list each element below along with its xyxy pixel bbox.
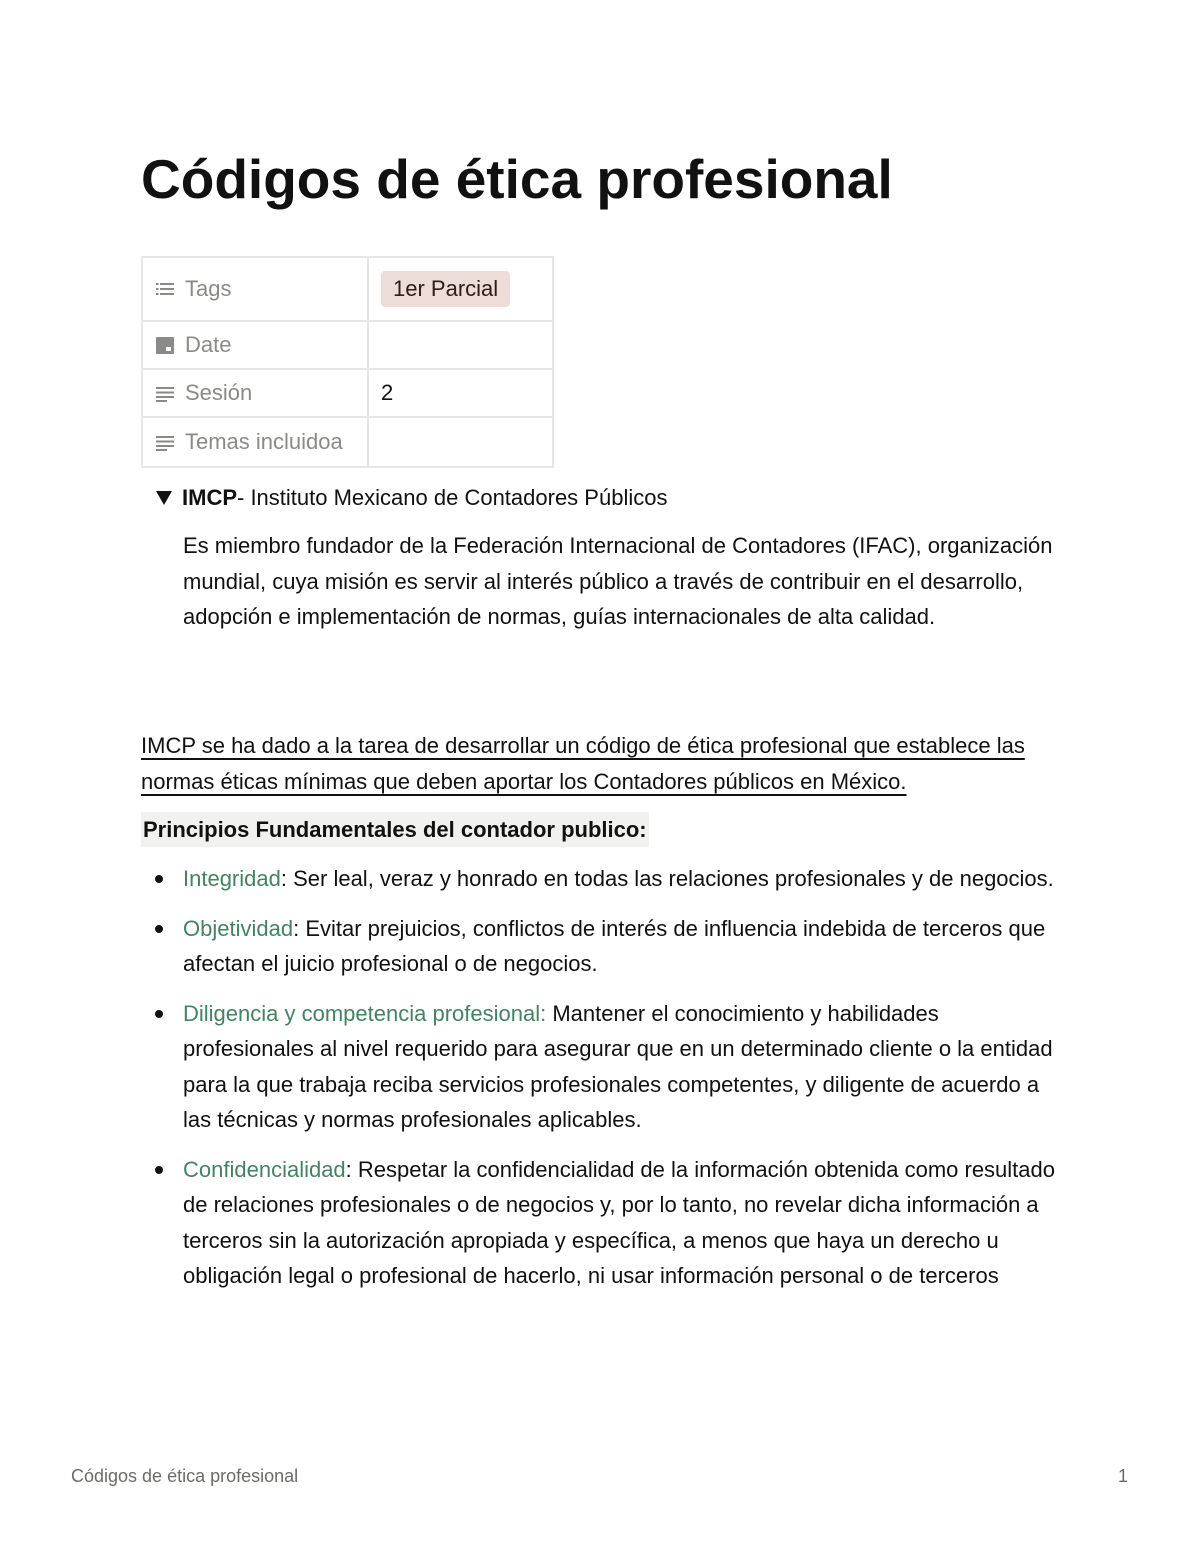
toggle-block-imcp[interactable] — [156, 483, 667, 513]
principles-list — [183, 861, 1068, 1308]
principle-separator: : — [345, 1156, 352, 1182]
page-title: Códigos de ética profesional — [141, 148, 893, 210]
footer-title: Códigos de ética profesional — [71, 1466, 299, 1486]
principle-term: Diligencia y competencia profesional: — [183, 1000, 547, 1026]
property-row-sesion — [142, 369, 553, 417]
tag-badge[interactable]: 1er Parcial — [381, 271, 510, 307]
principle-text: Mantener el conocimiento y habilidades profesionales al nivel requerido para asegurar que en un determinado cliente o la entidad para la que trabaja reciba servicios profesionales competentes, y diligente de acuerdo a las técnicas y normas profesionales aplicables. — [183, 1000, 1053, 1132]
property-row-date — [142, 321, 553, 369]
property-label: Date — [185, 332, 232, 357]
bullet-icon — [155, 1166, 163, 1174]
property-value-temas[interactable] — [368, 417, 553, 467]
toggle-body-text: Es miembro fundador de la Federación Internacional de Contadores (IFAC), organización mundial, cuya misión es servir al interés público a través de contribuir en el desarrollo, adopción e implementación de normas, guías internacionales de alta calidad. — [183, 533, 1053, 629]
list-icon — [155, 279, 175, 299]
property-value-tags[interactable] — [368, 257, 553, 321]
property-label: Sesión — [185, 380, 253, 405]
footer-page-number: 1 — [1118, 1466, 1129, 1486]
property-row-temas — [142, 417, 553, 467]
property-value-sesion[interactable]: 2 — [368, 369, 553, 417]
text-lines-icon — [155, 432, 175, 452]
principles-heading: Principios Fundamentales del contador publico: — [141, 812, 649, 847]
property-value-date[interactable] — [368, 321, 553, 369]
principle-term: Objetividad — [183, 915, 294, 941]
text-lines-icon — [155, 383, 175, 403]
principle-term: Integridad — [183, 866, 281, 891]
list-item — [183, 911, 1068, 982]
principle-separator: : — [293, 915, 300, 941]
principle-text: Evitar prejuicios, conflictos de interés de influencia indebida de terceros que afectan el juicio profesional o de negocios. — [183, 915, 1046, 976]
calendar-icon — [155, 335, 175, 355]
list-item — [183, 1152, 1068, 1294]
toggle-title-rest: - Instituto Mexicano de Contadores Públicos — [237, 485, 668, 510]
property-label: Tags — [185, 276, 232, 301]
bullet-icon — [155, 925, 163, 933]
statement-text: IMCP se ha dado a la tarea de desarrollar un código de ética profesional que establece las normas éticas mínimas que deben aportar los Contadores públicos en México. — [141, 733, 1025, 794]
principle-text: Ser leal, veraz y honrado en todas las relaciones profesionales y de negocios. — [286, 866, 1054, 891]
statement-paragraph — [141, 728, 1071, 799]
principle-term: Confidencialidad — [183, 1156, 346, 1182]
principle-separator: : — [280, 866, 287, 891]
property-label: Temas incluidoa — [185, 429, 343, 454]
principle-text: Respetar la confidencialidad de la información obtenida como resultado de relaciones profesionales o de negocios y, por lo tanto, no revelar dicha información a terceros sin la autorización apropiada y específica, a menos que haya un derecho u obligación legal o profesional de hacerlo, ni usar información personal o de terceros — [183, 1156, 1056, 1288]
properties-table — [141, 256, 554, 468]
toggle-title-bold: IMCP — [182, 485, 237, 510]
property-row-tags — [142, 257, 553, 321]
bullet-icon — [155, 1010, 163, 1018]
triangle-down-icon[interactable] — [156, 491, 172, 505]
list-item — [183, 861, 1068, 897]
list-item — [183, 996, 1068, 1138]
bullet-icon — [155, 875, 163, 883]
